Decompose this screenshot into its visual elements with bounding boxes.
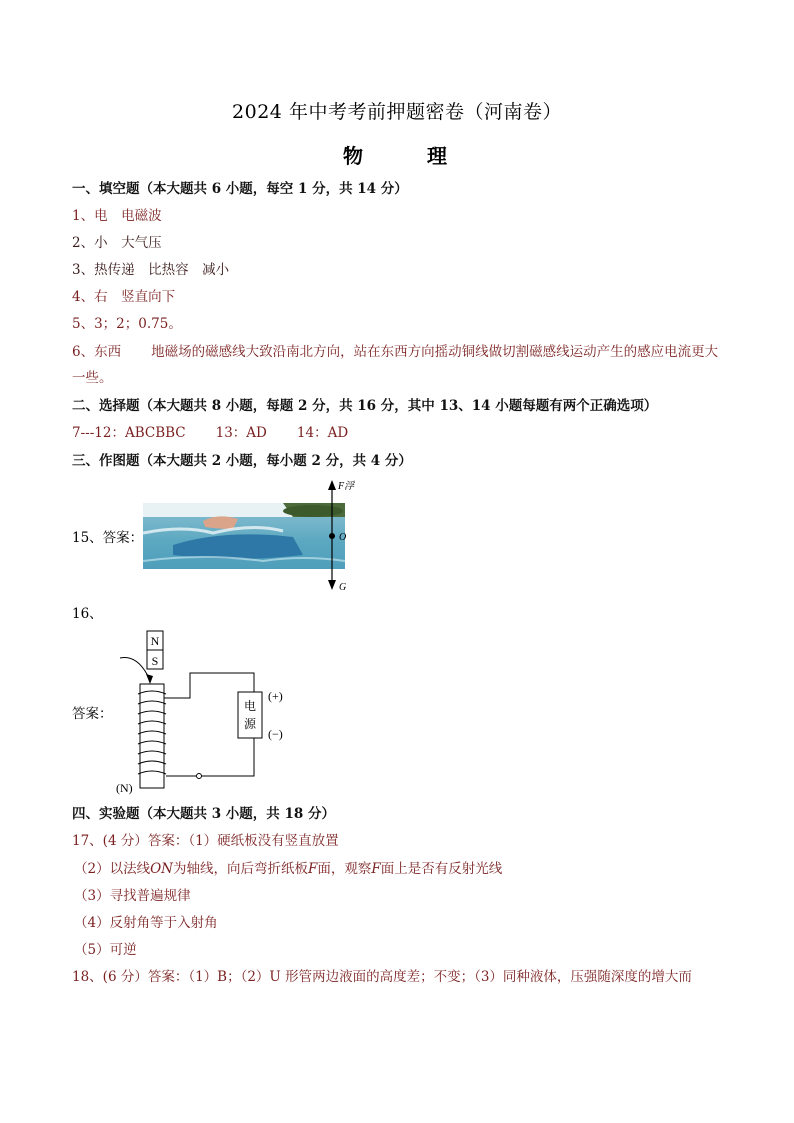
exam-title: 2024 年中考考前押题密卷（河南卷） (232, 101, 562, 123)
gravity-label: G (339, 582, 347, 593)
section3-heading: 三、作图题（本大题共 2 小题，每小题 2 分，共 4 分） (72, 453, 412, 469)
q17-part-2c: 为轴线，向后弯折纸板 (172, 861, 308, 877)
negative-terminal-label: (−) (268, 727, 283, 741)
buoyancy-label: F浮 (338, 481, 355, 492)
q17-num: 17、(4 分）答案： (72, 833, 189, 849)
point-o-label: O (339, 532, 347, 543)
q17-part-2-on: ON (150, 861, 173, 877)
q16-answer-label: 答案： (72, 706, 113, 722)
answer-1: 1、电 电磁波 (72, 208, 162, 224)
q15-label: 15、答案： (72, 530, 144, 546)
answer-5: 5、3；2；0.75。 (72, 316, 182, 332)
switch-contact (197, 774, 202, 779)
answer-3: 3、热传递 比热容 减小 (72, 262, 230, 278)
q17-answer-2 (74, 860, 502, 878)
center-point (329, 533, 335, 539)
q17-part-2a: （2）以法线 (74, 861, 151, 877)
choice-answers (72, 424, 348, 442)
answer-2: 2、小 大气压 (72, 235, 162, 251)
q17-answer-1 (72, 832, 339, 850)
electromagnet-circuit (100, 628, 320, 798)
q17-part-1: （1）硬纸板没有竖直放置 (188, 833, 339, 849)
q18-text: （1）B；（2）U 形管两边液面的高度差；不变；（3）同种液体，压强随深度的增大而 (188, 969, 692, 985)
answer-6 (72, 339, 722, 391)
q17-answer-5: （5）可逆 (74, 942, 137, 958)
power-source-label-1: 电 (243, 699, 257, 713)
q18-num: 18、(6 分）答案： (72, 969, 189, 985)
section4-heading: 四、实验题（本大题共 3 小题，共 18 分） (72, 806, 335, 822)
q16-figure (100, 628, 320, 798)
current-arrow (120, 657, 150, 680)
magnet-n-label: N (150, 634, 160, 648)
choice-answer-14: 14：AD (296, 425, 349, 441)
section2-heading: 二、选择题（本大题共 8 小题，每题 2 分，共 16 分，其中 13、14 小题每题有两个正确选项） (72, 398, 658, 414)
choice-answer-13: 13：AD (215, 425, 267, 441)
q17-part-2g: 面上是否有反射光线 (380, 861, 503, 877)
magnet-s-label: S (151, 654, 159, 668)
answer-6-text: 地磁场的磁感线大致沿南北方向，站在东西方向摇动铜线做切割磁感线运动产生的感应电流更大一些。 (72, 344, 719, 386)
q17-part-2-f2: F (371, 861, 381, 877)
q18-answer (72, 968, 692, 986)
positive-terminal-label: (+) (268, 689, 283, 703)
subject-title: 物 理 (343, 144, 469, 168)
q17-answer-3: （3）寻找普遍规律 (74, 888, 191, 904)
q15-figure (143, 478, 363, 598)
answer-4: 4、右 竖直向下 (72, 289, 176, 305)
wire-right-bottom (202, 738, 254, 776)
q17-part-2e: 面，观察 (317, 861, 372, 877)
answer-6-num: 6、东西 (72, 344, 122, 360)
q17-answer-4: （4）反射角等于入射角 (74, 915, 218, 931)
choice-answer-7-12: 7---12：ABCBBC (72, 425, 186, 441)
current-arrow-head (146, 674, 153, 684)
q16-label: 16、 (72, 606, 103, 622)
buoyancy-arrow-head (328, 480, 336, 490)
force-diagram (143, 478, 363, 598)
coil-pole-label: (N) (116, 781, 133, 795)
power-source-label-2: 源 (243, 717, 257, 731)
gravity-arrow-head (328, 580, 336, 590)
section1-heading: 一、填空题（本大题共 6 小题，每空 1 分，共 14 分） (72, 181, 408, 197)
q17-part-2-f1: F (307, 861, 318, 877)
